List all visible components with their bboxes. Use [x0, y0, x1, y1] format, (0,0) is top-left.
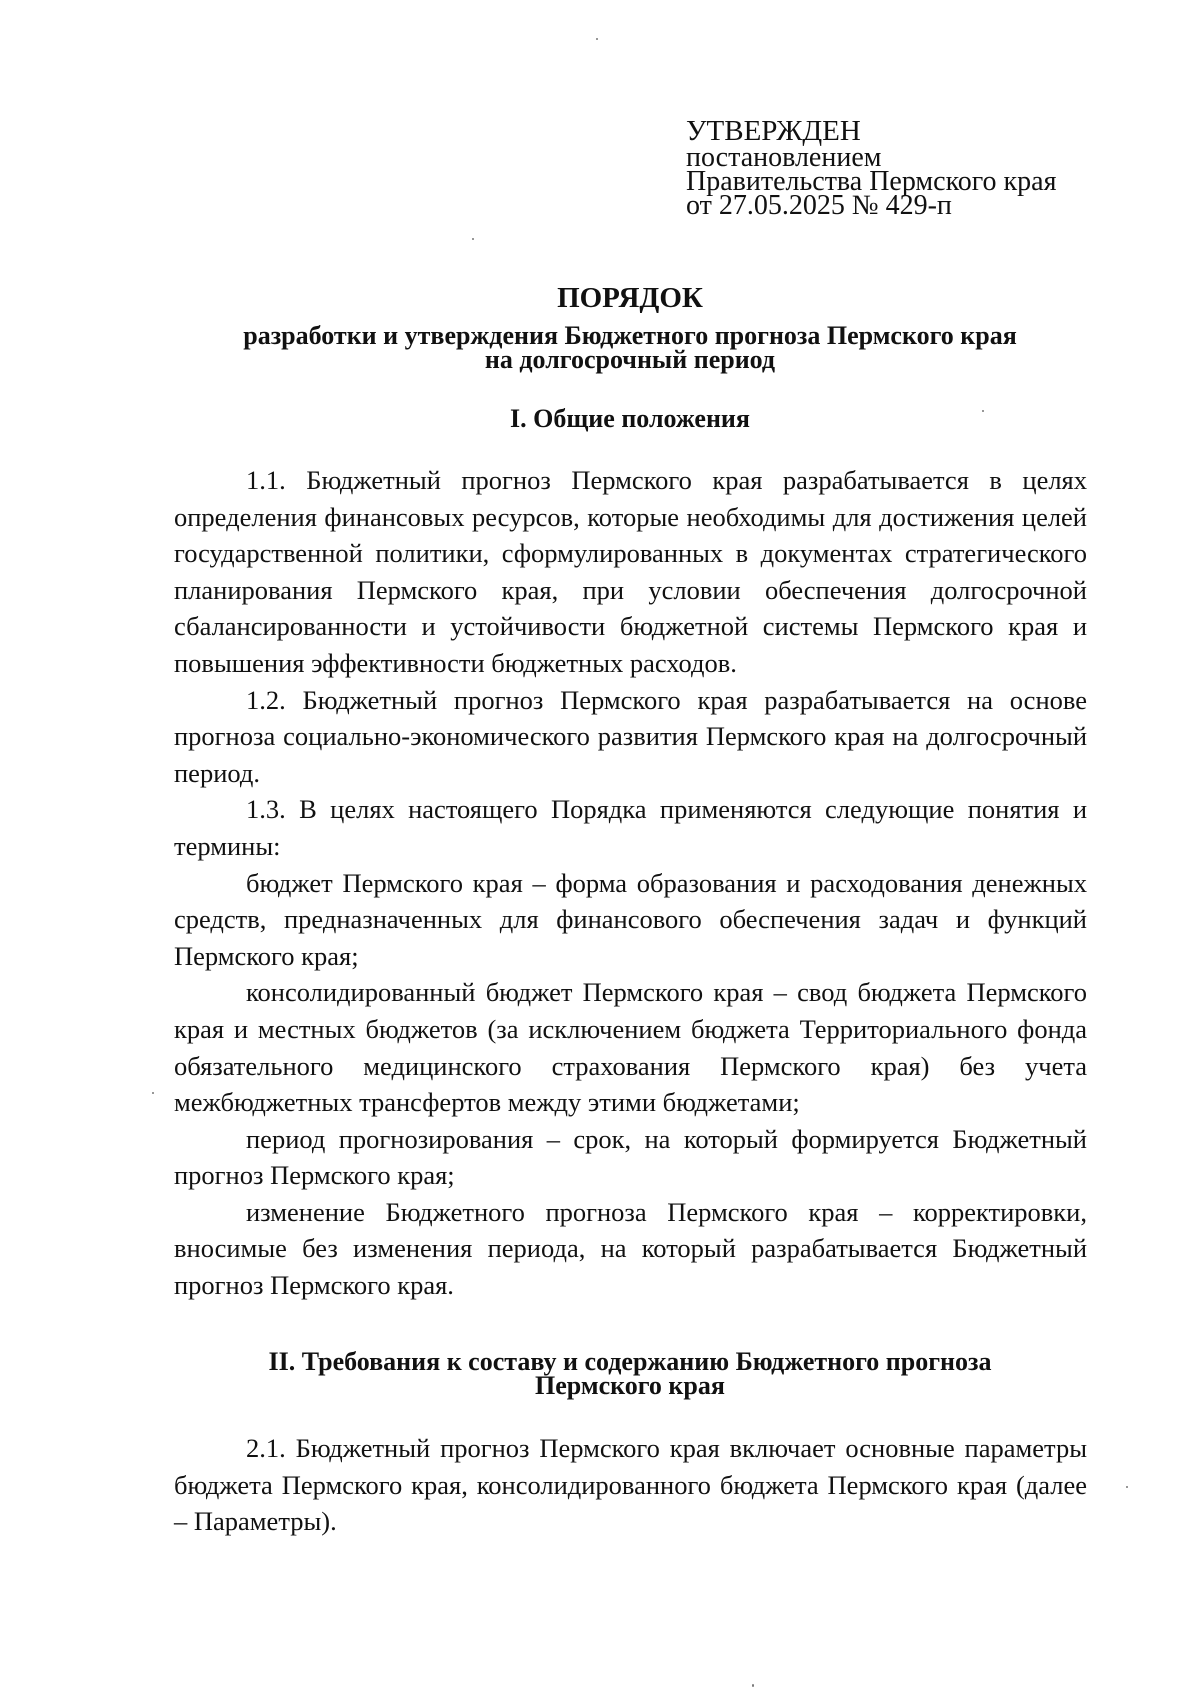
paragraph: 1.2. Бюджетный прогноз Пермского края разрабатывается на основе прогноза социально-экономического развития Пермского края на долгосрочный период.: [174, 684, 1087, 788]
paragraph: 1.3. В целях настоящего Порядка применяются следующие понятия и термины:: [174, 794, 1087, 861]
paragraph: 1.1. Бюджетный прогноз Пермского края разрабатывается в целях определения финансовых ресурсов, которые необходимы для достижения целей государственной политики, сформулированных в документах стратегического планирования Пермского края, при условии обеспечения долгосрочной сбалансированности и устойчивости бюджетной системы Пермского края и повышения эффективности бюджетных расходов.: [174, 465, 1087, 678]
approval-line-1: постановлением: [686, 142, 882, 173]
paragraph: изменение Бюджетного прогноза Пермского края – корректировки, вносимые без изменения периода, на который разрабатывается Бюджетный прогноз Пермского края.: [174, 1196, 1087, 1301]
section-1-body: [174, 462, 1087, 1304]
scan-speck: [152, 1092, 154, 1094]
scan-speck: [752, 1684, 754, 1687]
scan-speck: [596, 38, 598, 40]
approval-heading: УТВЕРЖДЕН: [686, 115, 861, 147]
subtitle-line-1: разработки и утверждения Бюджетного прогноза Пермского края: [243, 321, 1017, 350]
scan-speck: [982, 410, 984, 412]
subtitle-line-2: на долгосрочный период: [484, 345, 776, 374]
document-subtitle: [130, 321, 1130, 374]
section-2-heading-line-2: Пермского края: [535, 1371, 725, 1400]
paragraph: консолидированный бюджет Пермского края – свод бюджета Пермского края и местных бюджетов (за исключением бюджета Территориального фонда обязательного медицинского страхования Пермского края) без учета межбюджетных трансфертов между этими бюджетами;: [174, 977, 1087, 1118]
section-2-body: [174, 1430, 1087, 1540]
section-2-heading-line-1: II. Требования к составу и содержанию Бюджетного прогноза: [268, 1347, 992, 1376]
approval-line-2: Правительства Пермского края: [686, 166, 1057, 197]
section-1-heading: I. Общие положения: [510, 404, 750, 433]
paragraph: 2.1. Бюджетный прогноз Пермского края включает основные параметры бюджета Пермского края, консолидированного бюджета Пермского края (далее – Параметры).: [174, 1433, 1087, 1537]
approval-line-3: от 27.05.2025 № 429-п: [686, 190, 952, 221]
approval-stamp-block: [686, 115, 1126, 221]
paragraph: период прогнозирования – срок, на который формируется Бюджетный прогноз Пермского края;: [174, 1123, 1087, 1191]
paragraph: бюджет Пермского края – форма образования и расходования денежных средств, предназначенных для финансового обеспечения задач и функций Пермского края;: [174, 867, 1087, 971]
document-title: ПОРЯДОК: [557, 282, 703, 314]
section-2-heading: [130, 1347, 1130, 1400]
scan-speck: [472, 238, 474, 240]
scan-speck: [1126, 1486, 1128, 1488]
